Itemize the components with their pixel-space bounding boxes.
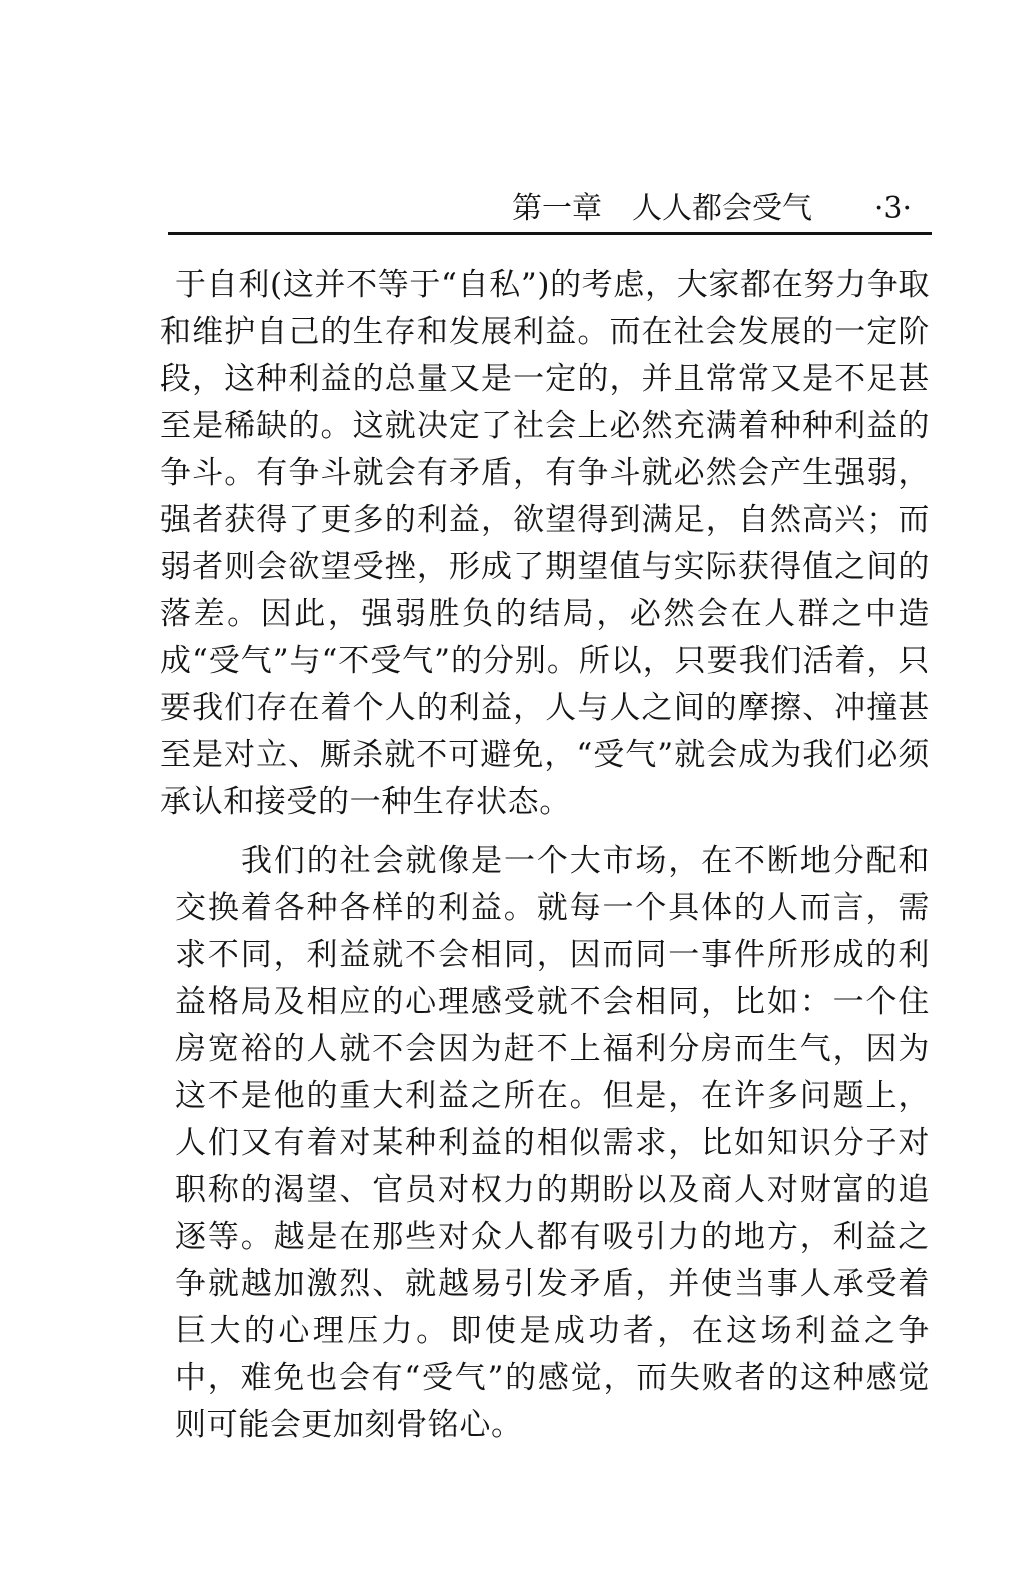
page-number: ·3· [873, 191, 912, 226]
header-rule [168, 232, 932, 235]
running-header [512, 188, 942, 230]
chapter-title: 第一章 人人都会受气 [512, 191, 812, 226]
body-paragraph-2: 我们的社会就像是一个大市场，在不断地分配和交换着各种各样的利益。就每一个具体的人而言，需求不同，利益就不会相同，因而同一事件所形成的利益格局及相应的心理感受就不会相同，比如：一个住房宽裕的人就不会因为赶不上福利分房而生气，因为这不是他的重大利益之所在。但是，在许多问题上，人们又有着对某种利益的相似需求，比如知识分子对职称的渴望、官员对权力的期盼以及商人对财富的追逐等。越是在那些对众人都有吸引力的地方，利益之争就越加激烈、就越易引发矛盾，并使当事人承受着巨大的心理压力。即使是成功者，在这场利益之争中，难免也会有“受气”的感觉，而失败者的这种感觉则可能会更加刻骨铭心。 [175, 843, 930, 1443]
body-paragraph-1: 于自利(这并不等于“自私”)的考虑，大家都在努力争取和维护自己的生存和发展利益。而在社会发展的一定阶段，这种利益的总量又是一定的，并且常常又是不足甚至是稀缺的。这就决定了社会上必然充满着种种利益的争斗。有争斗就会有矛盾，有争斗就必然会产生强弱，强者获得了更多的利益，欲望得到满足，自然高兴；而弱者则会欲望受挫，形成了期望值与实际获得值之间的落差。因此，强弱胜负的结局，必然会在人群之中造成“受气”与“不受气”的分别。所以，只要我们活着，只要我们存在着个人的利益，人与人之间的摩擦、冲撞甚至是对立、厮杀就不可避免，“受气”就会成为我们必须承认和接受的一种生存状态。 [160, 267, 930, 820]
